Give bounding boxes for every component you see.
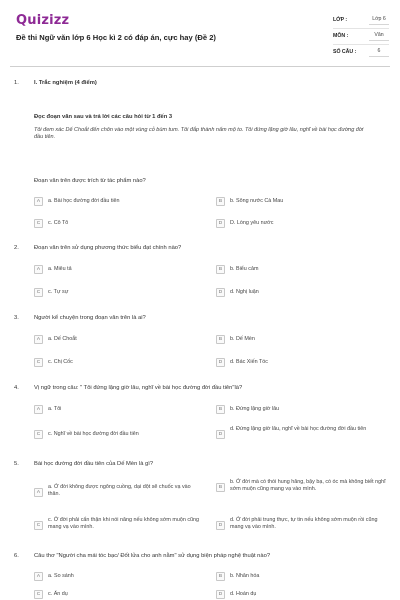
option-text: c. Chị Cốc [48, 359, 73, 365]
option-c[interactable] [34, 357, 204, 370]
question-number: 1. [14, 80, 19, 86]
option-key: D [216, 430, 225, 439]
question-text: Vị ngữ trong câu: " Tôi đứng lặng giờ lâu, nghĩ về bài học đường đời đầu tiên"là? [34, 385, 243, 391]
option-d[interactable] [216, 517, 386, 539]
meta-count-value: 6 [369, 46, 389, 57]
option-text: D. Lòng yêu nước [230, 220, 274, 226]
option-b[interactable] [216, 334, 386, 347]
option-key: B [216, 265, 225, 274]
option-key: B [216, 405, 225, 414]
option-a[interactable] [34, 404, 204, 417]
option-text: d. Ở đời phải trung thực, tự tin nếu không sớm muộn rồi cũng mang vạ vào mình. [230, 517, 378, 530]
option-a[interactable] [34, 264, 204, 277]
option-c[interactable] [34, 287, 204, 300]
option-b[interactable] [216, 571, 386, 584]
option-text: c. Cô Tô [48, 220, 69, 226]
meta-separator [333, 28, 389, 29]
option-text: a. Miêu tả [48, 266, 72, 272]
option-b[interactable] [216, 196, 386, 209]
option-c[interactable] [34, 517, 204, 539]
option-text: c. Tự sự [48, 289, 69, 295]
option-key: C [34, 430, 43, 439]
option-key: A [34, 405, 43, 414]
question-number: 4. [14, 385, 19, 391]
option-text: c. Ở đời phải cẩn thận khi nói năng nếu không sớm muộn cũng mang vạ vào mình. [48, 517, 200, 530]
question-text: Bài học đường đời đầu tiên của Dế Mèn là gì? [34, 461, 154, 467]
option-key: D [216, 288, 225, 297]
option-text: b. Dế Mèn [230, 336, 255, 342]
option-a[interactable] [34, 484, 204, 506]
option-text: a. So sánh [48, 573, 74, 579]
option-b[interactable] [216, 404, 386, 417]
option-text: b. Đứng lặng giờ lâu [230, 406, 280, 412]
meta-class-label: LỚP : [333, 17, 348, 23]
option-a[interactable] [34, 571, 204, 584]
page-title: Đề thi Ngữ văn lớp 6 Học kì 2 có đáp án, cực hay (Đề 2) [16, 33, 216, 42]
option-b[interactable] [216, 264, 386, 277]
option-text: d. Nghị luận [230, 289, 259, 295]
question-number: 2. [14, 245, 19, 251]
option-key: B [216, 197, 225, 206]
option-text: b. Sông nước Cà Mau [230, 198, 284, 204]
header-divider [10, 66, 390, 67]
option-key: D [216, 358, 225, 367]
option-text: a. Ở đời không được ngông cuồng, dại dột sẽ chuốc vạ vào thân. [48, 484, 191, 497]
meta-subject-label: MÔN : [333, 33, 349, 39]
option-d[interactable] [216, 357, 386, 370]
option-key: B [216, 335, 225, 344]
option-key: A [34, 197, 43, 206]
question-number: 5. [14, 461, 19, 467]
meta-count-label: SỐ CÂU : [333, 49, 357, 55]
option-b[interactable] [216, 479, 386, 501]
option-text: a. Dế Choắt [48, 336, 77, 342]
option-key: C [34, 358, 43, 367]
option-key: D [216, 590, 225, 599]
option-c[interactable] [34, 218, 204, 231]
option-text: a. Tôi [48, 406, 62, 412]
option-text: b. Ở đời mà có thói hung hăng, bậy bạ, có óc mà không biết nghĩ sớm muộn cũng mang vạ vào mình. [230, 479, 386, 492]
option-key: B [216, 572, 225, 581]
option-text: c. Nghĩ về bài học đường đời đầu tiên [48, 431, 139, 437]
option-c[interactable] [34, 589, 204, 600]
option-key: C [34, 219, 43, 228]
option-key: C [34, 288, 43, 297]
option-c[interactable] [34, 429, 204, 442]
meta-subject-value: Văn [369, 30, 389, 41]
option-d[interactable] [216, 287, 386, 300]
option-text: d. Đứng lặng giờ lâu, nghĩ về bài học đường đời đầu tiên [230, 426, 367, 432]
option-a[interactable] [34, 334, 204, 347]
quizizz-logo: Quizizz [16, 13, 70, 28]
option-key: A [34, 572, 43, 581]
option-text: b. Biểu cảm [230, 266, 259, 272]
question-text: Người kể chuyện trong đoạn văn trên là ai? [34, 315, 146, 321]
option-a[interactable] [34, 196, 204, 209]
meta-separator [333, 44, 389, 45]
question-text: Đoạn văn trên sử dụng phương thức biểu đạt chính nào? [34, 245, 182, 251]
option-d[interactable] [216, 218, 386, 231]
option-text: d. Bác Xiến Tóc [230, 359, 268, 365]
option-key: C [34, 521, 43, 530]
meta-subject [333, 30, 389, 42]
question-number: 3. [14, 315, 19, 321]
option-key: D [216, 219, 225, 228]
option-text: b. Nhân hóa [230, 573, 260, 579]
question-text: Câu thơ "Người cha mái tóc bạc/ Đốt lửa cho anh nằm" sử dụng biện pháp nghệ thuật nào? [34, 553, 271, 559]
meta-class [333, 14, 389, 26]
option-key: C [34, 590, 43, 599]
option-d[interactable] [216, 589, 386, 600]
option-text: a. Bài học đường đời đầu tiên [48, 198, 120, 204]
passage-instruction: Đọc đoạn văn sau và trả lời các câu hỏi từ 1 đến 3 [34, 114, 173, 120]
question-text: Đoạn văn trên được trích từ tác phẩm nào? [34, 178, 146, 184]
option-key: D [216, 521, 225, 530]
reading-passage: Tôi đem xác Dế Choắt đến chôn vào một vùng cỏ bùm tum. Tôi đắp thành nấm mộ to. Tôi đứng lặng giờ lâu, nghĩ về bài học đường đời đầu tiên. [34, 127, 364, 141]
section-title: I. Trắc nghiệm (4 điểm) [34, 80, 97, 86]
worksheet-header [0, 0, 400, 66]
meta-class-value: Lớp 6 [369, 14, 389, 25]
option-text: c. Ẩn dụ [48, 591, 68, 597]
option-key: A [34, 488, 43, 497]
meta-count [333, 46, 389, 58]
option-key: B [216, 483, 225, 492]
option-d[interactable] [216, 426, 386, 448]
option-key: A [34, 265, 43, 274]
option-key: A [34, 335, 43, 344]
option-text: d. Hoán dụ [230, 591, 257, 597]
question-number: 6. [14, 553, 19, 559]
